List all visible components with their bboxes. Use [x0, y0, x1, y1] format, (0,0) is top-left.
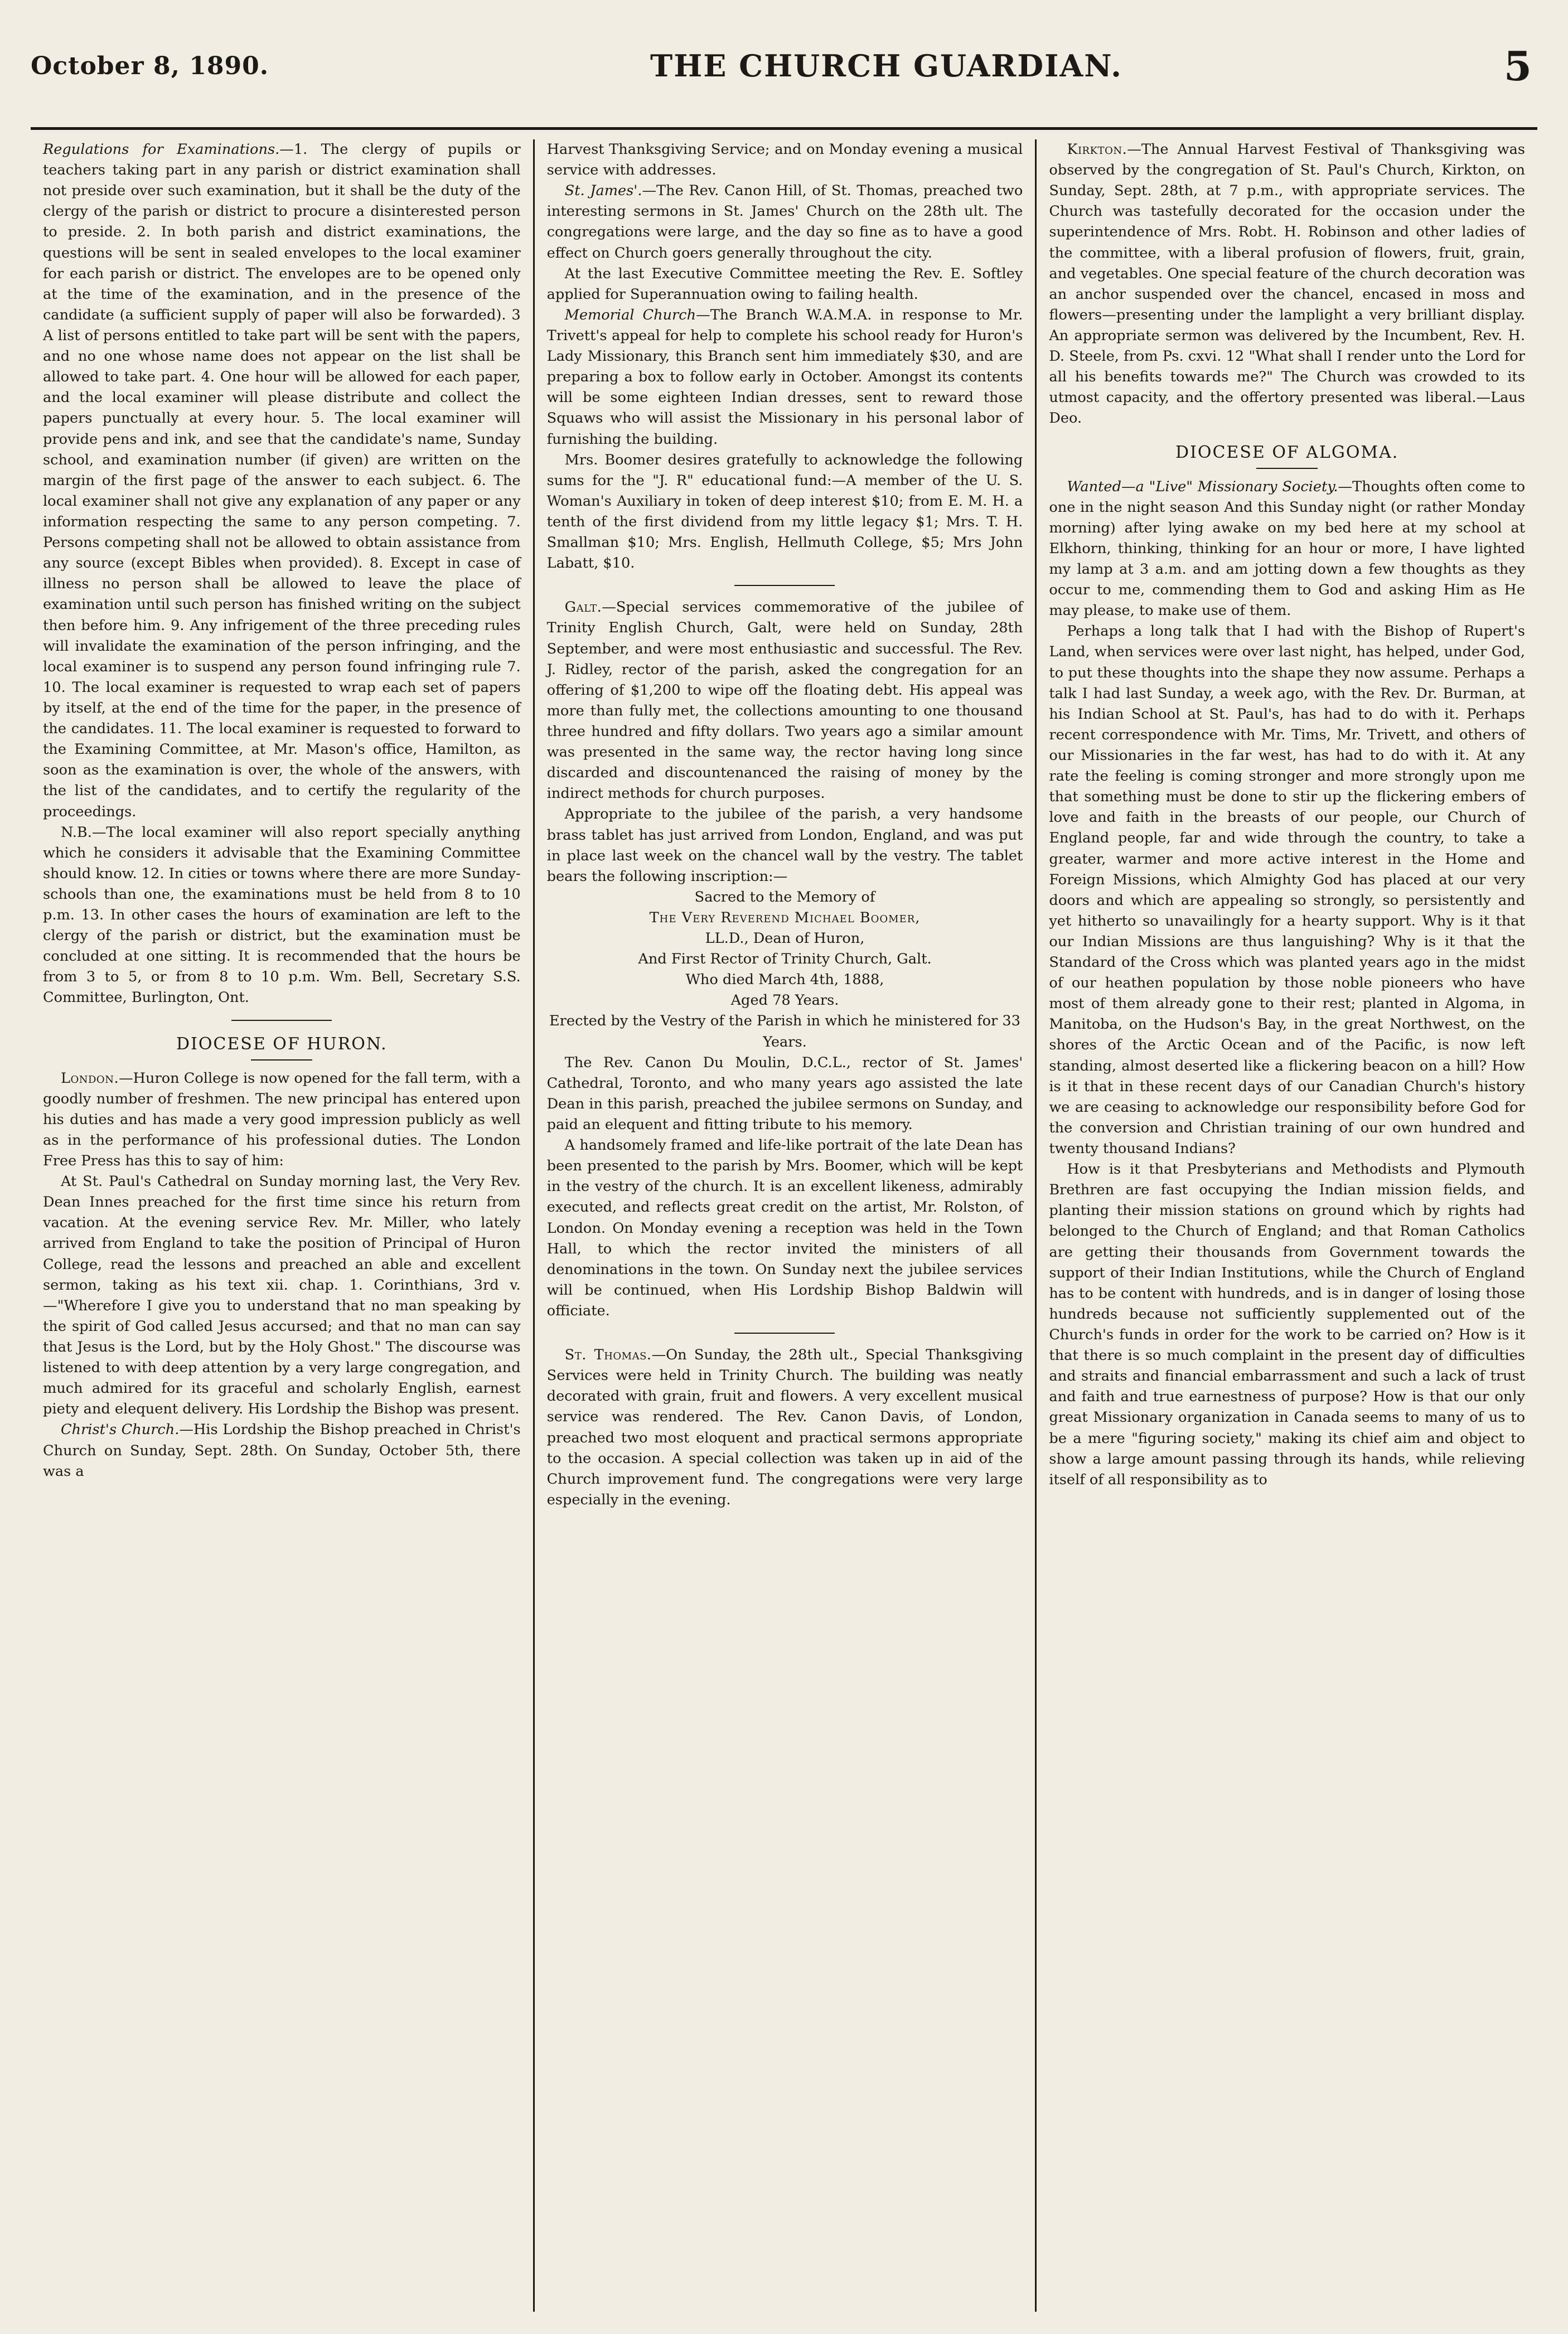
inscription-line: The Very Reverend Michael Boomer,: [649, 909, 921, 926]
article-columns: [31, 139, 1537, 2312]
christs-church-lead: Christ's Church.: [61, 1421, 180, 1439]
st-pauls-paragraph: At St. Paul's Cathedral on Sunday morning last, the Very Rev. Dean Innes preached for the first time since his return from vacation. At the evening service Rev. Mr. Miller, who lately arrived from England to take the position of Principal of Huron College, read the lessons and preached an able and excellent sermon, taking as his text xii. chap. 1. Corinthians, 3rd v.—"Wherefore I give you to understand that no man speaking by the spirit of God called Jesus accursed; and that no man can say that Jesus is the Lord, but by the Holy Ghost." The discourse was listened to with deep attention by a very large congregation, and much admired for its graceful and scholarly English, earnest piety and elequent delivery. His Lordship the Bishop was present.: [43, 1173, 521, 1418]
inscription-line: Sacred to the Memory of: [694, 888, 875, 905]
st-thomas-text: —On Sunday, the 28th ult., Special Thanksgiving Services were held in Trinity Church. The building was neatly decorated with grain, fruit and flowers. A very excellent musical service was rendered. The Rev. Canon Davis, of London, preached two most eloquent and practical sermons appropriate to the occasion. A special collection was taken up in aid of the Church improvement fund. The congregations were very large especially in the evening.: [546, 1347, 1023, 1508]
du-moulin-paragraph: The Rev. Canon Du Moulin, D.C.L., rector of St. James' Cathedral, Toronto, and who many years ago assisted the late Dean in this parish, preached the jubilee sermons on Sunday, and paid an elequent and fitting tribute to his memory.: [546, 1054, 1023, 1134]
christs-church-text: —His Lordship the Bishop preached in Christ's Church on Sunday, Sept. 28th. On Sunday, October 5th, there was a: [43, 1421, 521, 1480]
kirkton-lead: Kirkton.: [1067, 141, 1127, 158]
london-text: —Huron College is now opened for the fall term, with a goodly number of freshmen. The new principal has entered upon his duties and has made a very good impression publicly as well as in the performance of his professional duties. The London Free Press has this to say of him:: [43, 1069, 521, 1170]
huron-heading: DIOCESE OF HURON.: [176, 1034, 388, 1054]
inscription-line: LL.D., Dean of Huron,: [705, 930, 865, 947]
page-number: 5: [1503, 42, 1532, 90]
harvest-continued-paragraph: Harvest Thanksgiving Service; and on Monday evening a musical service with addresses.: [546, 141, 1023, 179]
regulations-paragraph: [43, 139, 521, 822]
tablet-paragraph: Appropriate to the jubilee of the parish, a very handsome brass tablet has just arrived from London, England, and was put in place last week on the chancel wall by the vestry. The tablet bears the following inscription:—: [546, 806, 1023, 885]
executive-committee-paragraph: At the last Executive Committee meeting the Rev. E. Softley applied for Superannuation owing to failing health.: [546, 265, 1023, 303]
memorial-church-paragraph: [547, 305, 1023, 450]
section-divider: [734, 585, 835, 586]
boomer-fund-paragraph: Mrs. Boomer desires gratefully to acknowledge the following sums for the "J. R" educational fund:—A member of the U. S. Woman's Auxiliary in token of deep interest $10; from E. M. H. a tenth of the first dividend from my little legacy $1; Mrs. T. H. Smallman $10; Mrs. English, Hellmuth College, $5; Mrs John Labatt, $10.: [546, 451, 1023, 572]
christs-church-paragraph: [43, 1420, 521, 1481]
section-divider: [734, 1333, 835, 1334]
wanted-text: —Thoughts often come to one in the night season And this Sunday night (or rather Monday morning) after lying awake on my bed here at my school at Elkhorn, thinking, thinking for an hour or more, I have lighted my lamp at 3 a.m. and am jotting down a few thoughts as they occur to me, commending them to God and asking Him as He may please, to make use of them.: [1049, 478, 1525, 619]
memorial-church-lead: Memorial Church: [564, 306, 696, 323]
kirkton-paragraph: [1049, 139, 1525, 429]
column-2: [533, 139, 1035, 2312]
st-thomas-paragraph: [547, 1345, 1023, 1510]
bishop-talk-paragraph: Perhaps a long talk that I had with the Bishop of Rupert's Land, when services were over last night, has helped, under God, to put these thoughts into the shape they now assume. Perhaps a talk I had last Sunday, a week ago, with the Rev. Dr. Burman, at his Indian School at St. Paul's, has had to do with it. Perhaps recent correspondence with Mr. Tims, Mr. Trivett, and others of our Missionaries in the far west, has had to do with it. At any rate the feeling is coming stronger and more strongly upon me that something must be done to stir up the flickering embers of love and faith in the breasts of our people, our Church of England people, far and wide through the country, to take a greater, warmer and more active interest in the Home and Foreign Missions, which Almighty God has placed at our very doors and which are appealing so strongly, so persistently and yet hitherto so unavailingly for a hearty support. Why is it that our Indian Missions are thus languishing? Why is it that the Standard of the Cross which was planted years ago in the midst of our heathen population by those noble pioneers who have most of them already gone to their rest; planted in Algoma, in Manitoba, on the Hudson's Bay, in the great Northwest, on the shores of the Arctic Ocean and of the Pacific, is now left standing, almost deserted like a flickering beacon on a hill? How is it that in these recent days of our Canadian Church's history we are ceasing to acknowledge our responsibility before God for the conversion and Christian training of our own hundred and twenty thousand Indians?: [1049, 623, 1525, 1158]
presbyterians-paragraph: How is it that Presbyterians and Methodists and Plymouth Brethren are fast occupying the Indian mission fields, and planting their mission stations on ground which by rights had belonged to the Church of England; and that Roman Catholics are getting their thousands from Government towards the support of their Indian Institutions, while the Church of England has to be content with hundreds, and is in danger of losing those hundreds because not sufficiently supplemented out of the Church's funds in order for the work to be carried on? How is it that there is so much complaint in the present day of difficulties and straits and financial embarrassment and such a lack of trust and faith and true earnestness of purpose? How is that our only great Missionary organization in Canada seems to many of us to be a mere "figuring society," making its chief aim and object to show a large amount passing through its hands, while relieving itself of all responsibility as to: [1049, 1161, 1525, 1488]
wanted-lead: Wanted—a "Live" Missionary Society.: [1067, 478, 1338, 495]
london-lead: London.: [61, 1069, 119, 1087]
inscription-line: Who died March 4th, 1888,: [685, 971, 884, 989]
st-thomas-lead: St. Thomas.: [564, 1347, 652, 1364]
memorial-church-text: —The Branch W.A.M.A. in response to Mr. Trivett's appeal for help to complete his school ready for Huron's Lady Missionary, this Branch sent him immediately $30, and are preparing a box to follow early in October. Amongst its contents will be some eighteen Indian dresses, sent to reward those Squaws who will assist the Missionary in his personal labor of furnishing the building.: [546, 306, 1023, 448]
regulations-lead: Regulations for Examinations.: [43, 141, 280, 158]
heading-rule: [251, 1059, 312, 1061]
heading-rule: [1256, 468, 1318, 469]
column-3: [1035, 139, 1537, 2312]
galt-lead: Galt.: [564, 599, 602, 616]
kirkton-text: —The Annual Harvest Festival of Thanksgiving was observed by the congregation of St. Paul's Church, Kirkton, on Sunday, Sept. 28th, at 7 p.m., with appropriate services. The Church was tastefully decorated for the occasion under the superintendence of Mrs. Robt. H. Robinson and other ladies of the committee, with a liberal profusion of flowers, fruit, grain, and vegetables. One special feature of the church decoration was an anchor suspended over the chancel, encased in moss and flowers—presenting under the lamplight a very brilliant display. An appropriate sermon was delivered by the Incumbent, Rev. H. D. Steele, from Ps. cxvi. 12 "What shall I render unto the Lord for all his benefits towards me?" The Church was crowded to its utmost capacity, and the offertory presented was liberal.—Laus Deo.: [1049, 141, 1525, 427]
inscription-line: Erected by the Vestry of the Parish in which he ministered for 33 Years.: [549, 1013, 1020, 1050]
nb-paragraph: N.B.—The local examiner will also report specially anything which he considers it advisable that the Examining Committee should know. 12. In cities or towns where there are more Sunday-schools than one, the examinations must be held from 8 to 10 p.m. 13. In other cases the hours of examination are left to the clergy of the parish or district, but the examination must be concluded at one sitting. It is recommended that the hours be from 3 to 5, or from 8 to 10 p.m. Wm. Bell, Secretary S.S. Committee, Burlington, Ont.: [43, 824, 521, 1006]
wanted-paragraph: [1049, 477, 1525, 622]
portrait-paragraph: A handsomely framed and life-like portrait of the late Dean has been presented to the parish by Mrs. Boomer, which will be kept in the vestry of the church. It is an excellent likeness, admirably executed, and reflects great credit on the artist, Mr. Rolston, of London. On Monday evening a reception was held in the Town Hall, to which the rector invited the ministers of all denominations in the town. On Sunday next the jubilee services will be continued, when His Lordship Bishop Baldwin will officiate.: [546, 1137, 1023, 1320]
london-paragraph: [43, 1068, 521, 1172]
regulations-text: —1. The clergy of pupils or teachers taking part in any parish or district examination shall not preside over such examination, but it shall be the duty of the clergy of the parish or district to procure a disinterested person to preside. 2. In both parish and district examinations, the questions will be sent in sealed envelopes to the local examiner for each parish or district. The envelopes are to be opened only at the time of the examination, and in the presence of the candidate (a sufficient supply of paper will also be forwarded). 3 A list of persons entitled to take part will be sent with the papers, and no one whose name does not appear on the list shall be allowed to take part. 4. One hour will be allowed for each paper, and the local examiner will please distribute and collect the papers punctually at every hour. 5. The local examiner will provide pens and ink, and see that the candidate's name, Sunday school, and examination number (if given) are written on the margin of the first page of the answer to each subject. 6. The local examiner shall not give any explanation of any paper or any information respecting the same to any person competing. 7. Persons competing shall not be allowed to obtain assistance from any source (except Bibles when provided). 8. Except in case of illness no person shall be allowed to leave the place of examination until such person has finished writing on the subject then before him. 9. Any infrigement of the three preceding rules will invalidate the examination of the person infringing, and the local examiner is to suspend any person found infringing rule 7. 10. The local examiner is requested to wrap each set of papers by itself, at the end of the time for the paper, in the presence of the candidates. 11. The local examiner is requested to forward to the Examining Committee, at Mr. Mason's office, Hamilton, as soon as the examination is over, the whole of the answers, with the list of the candidates, and to certify the regularity of the proceedings.: [43, 141, 521, 820]
inscription-line: And First Rector of Trinity Church, Galt.: [638, 951, 932, 968]
masthead: [31, 4, 1537, 130]
issue-date: October 8, 1890.: [31, 51, 269, 80]
algoma-heading: DIOCESE OF ALGOMA.: [1175, 442, 1399, 462]
st-james-paragraph: [547, 181, 1023, 263]
st-james-lead: St. James'.: [564, 182, 642, 200]
newspaper-title: THE CHURCH GUARDIAN.: [650, 48, 1122, 84]
galt-paragraph: [547, 597, 1023, 804]
inscription-line: Aged 78 Years.: [730, 992, 839, 1009]
galt-text: —Special services commemorative of the jubilee of Trinity English Church, Galt, were held on Sunday, 28th September, and were most enthusiastic and successful. The Rev. J. Ridley, rector of the parish, asked the congregation for an offering of $1,200 to wipe off the floating debt. His appeal was more than fully met, the collections amounting to one thousand three hundred and fifty dollars. Two years ago a similar amount was presented in the same way, the rector having long since discarded and discountenanced the raising of money by the indirect methods for church purposes.: [546, 599, 1023, 802]
st-james-text: —The Rev. Canon Hill, of St. Thomas, preached two interesting sermons in St. James' Church on the 28th ult. The congregations were large, and the day so fine as to have a good effect on Church goers generally throughout the city.: [546, 182, 1023, 262]
section-divider: [231, 1020, 332, 1021]
column-1: [31, 139, 533, 2312]
tablet-inscription: [547, 887, 1023, 1053]
